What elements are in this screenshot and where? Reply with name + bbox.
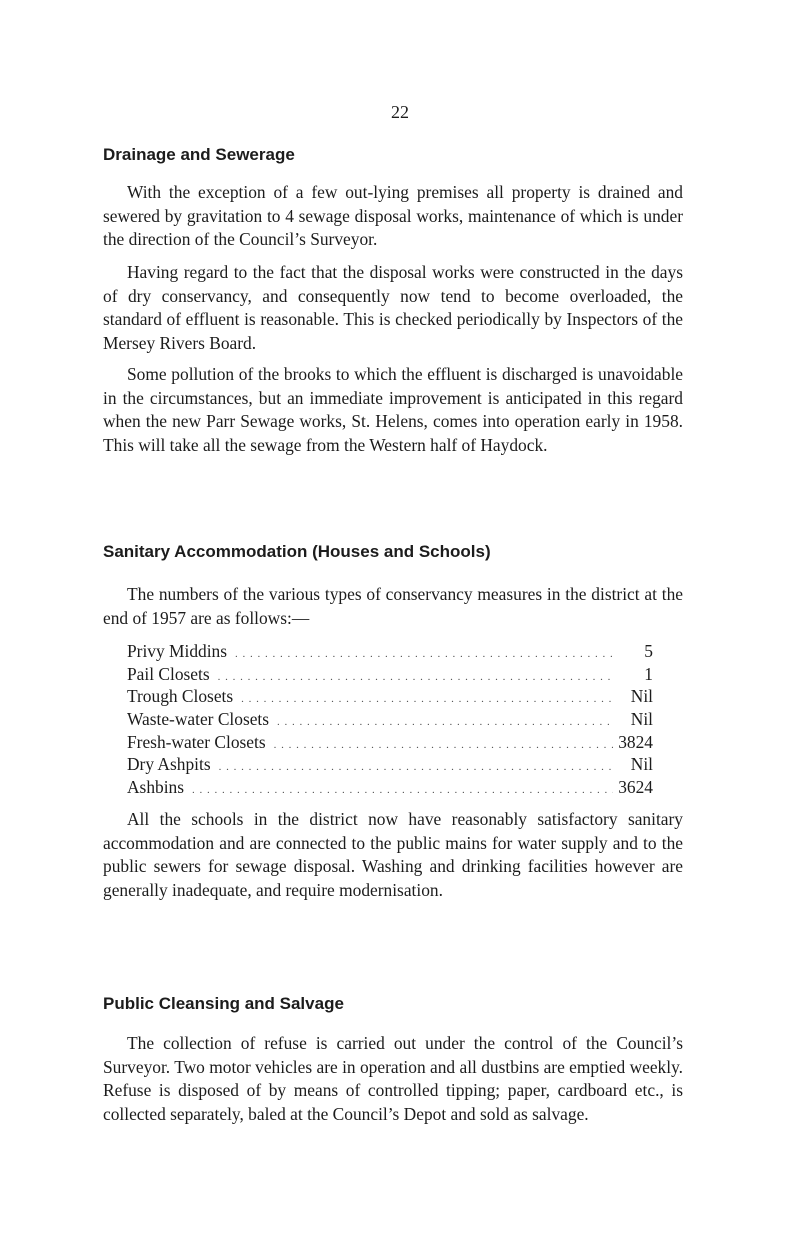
dot-leader <box>274 734 613 757</box>
sanitary-heading: Sanitary Accommodation (Houses and Schools) <box>103 542 491 561</box>
dot-leader <box>241 688 613 711</box>
list-item-value: 5 <box>644 641 653 661</box>
dot-leader <box>218 666 613 689</box>
list-item-label: Waste-water Closets <box>127 709 270 730</box>
list-item-label: Fresh-water Closets <box>127 731 266 752</box>
sanitary-intro: The numbers of the various types of conservancy measures in the district at the end of 1957 are as follows:— <box>103 584 683 628</box>
list-item-label: Trough Closets <box>127 686 234 707</box>
dot-leader <box>219 756 613 779</box>
list-item <box>127 776 653 799</box>
list-item <box>127 663 653 686</box>
drainage-paragraph-1: With the exception of a few out-lying premises all property is drained and sewered by gravitation to 4 sewage disposal works, maintenance of which is under the direction of the Council’s Surveyor. <box>103 182 683 249</box>
cleansing-heading: Public Cleansing and Salvage <box>103 994 344 1013</box>
conservancy-measures-list <box>127 640 653 799</box>
list-item-value: 1 <box>644 663 653 684</box>
list-item-value: 3824 <box>618 731 653 752</box>
page-number: 22 <box>391 102 409 122</box>
dot-leader <box>235 643 613 666</box>
dot-leader <box>277 711 613 734</box>
drainage-paragraph-2: Having regard to the fact that the disposal works were constructed in the days of dry conservancy, and consequently now tend to become overloaded, the standard of effluent is reasonable. This is checked periodically by Inspectors of the Mersey Rivers Board. <box>103 262 683 353</box>
list-item-value: Nil <box>630 709 653 730</box>
list-item <box>127 685 653 708</box>
list-item-label: Privy Middins <box>127 641 228 661</box>
list-item <box>127 640 653 663</box>
list-item-label: Pail Closets <box>127 663 210 684</box>
list-item <box>127 731 653 754</box>
list-item-value: 3624 <box>618 777 653 798</box>
schools-paragraph: All the schools in the district now have reasonably satisfactory sanitary accommodation and are connected to the public mains for water supply and to the public sewers for sewage disposal. Washing and drinking facilities however are generally inadequate, and require modernisation. <box>103 809 683 900</box>
cleansing-paragraph: The collection of refuse is carried out under the control of the Council’s Surveyor. Two motor vehicles are in operation and all dustbins are emptied weekly. Refuse is disposed of by means of controlled tipping; paper, cardboard etc., is collected separately, baled at the Council’s Depot and sold as salvage. <box>103 1033 683 1124</box>
list-item <box>127 708 653 731</box>
drainage-paragraph-3: Some pollution of the brooks to which the effluent is discharged is unavoidable in the circumstances, but an immediate improvement is anticipated in this regard when the new Parr Sewage works, St. Helens, comes into operation early in 1958. This will take all the sewage from the Western half of Haydock. <box>103 364 683 455</box>
list-item-label: Ashbins <box>127 777 185 798</box>
list-item <box>127 753 653 776</box>
list-item-value: Nil <box>630 754 653 775</box>
list-item-label: Dry Ashpits <box>127 754 211 775</box>
drainage-heading: Drainage and Sewerage <box>103 145 295 164</box>
list-item-value: Nil <box>630 686 653 707</box>
dot-leader <box>192 779 613 802</box>
